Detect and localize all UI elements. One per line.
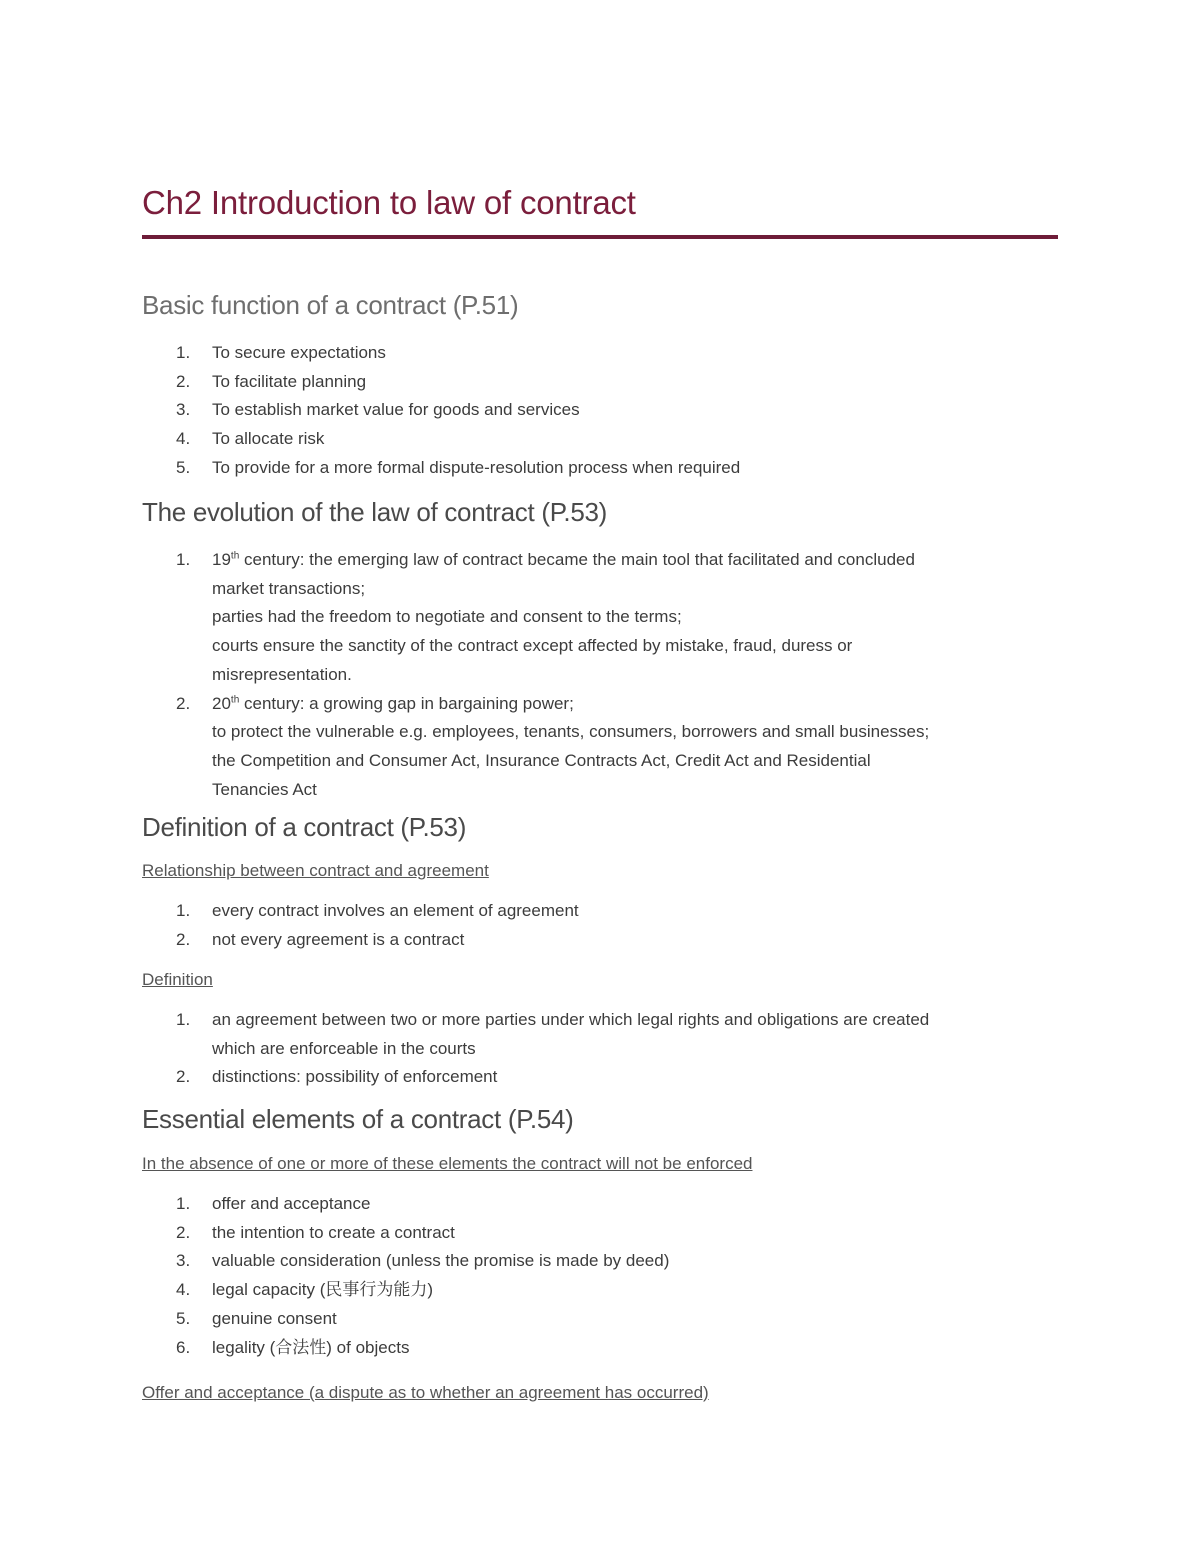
heading-definition: Definition of a contract (P.53) [142, 812, 467, 842]
list-item: 2. 20th century: a growing gap in bargaining power; to protect the vulnerable e.g. employees, tenants, consumers, borrowers and small businesses; the Competition and Consumer Act, Insurance Contracts Act, Credit Act and Residential Tenancies Act [176, 693, 930, 799]
list-item: 1. every contract involves an element of agreement [176, 901, 579, 920]
list-item: 5. genuine consent [176, 1308, 337, 1328]
list-item: 3. To establish market value for goods and services [176, 400, 580, 420]
list-item: 4. legal capacity (民事行为能力) [176, 1280, 434, 1300]
list-definition [142, 1006, 1060, 1092]
subheading-relationship: Relationship between contract and agreement [142, 861, 489, 880]
list-relationship [142, 897, 1060, 954]
subheading-definition: Definition [142, 970, 213, 989]
title-underline-rule [142, 235, 1058, 239]
list-item: 1. To secure expectations [176, 343, 386, 362]
list-item: 5. To provide for a more formal dispute-resolution process when required [176, 457, 741, 477]
list-basic-function [142, 339, 1060, 483]
list-item: 1. 19th century: the emerging law of contract became the main tool that facilitated and concluded market transactions; parties had the freedom to negotiate and consent to the terms; courts ensure the sanctity of the contract except affected by mistake, fraud, duress or misrepresentation. [176, 550, 915, 684]
list-item: 2. not every agreement is a contract [176, 929, 465, 949]
list-item: 3. valuable consideration (unless the promise is made by deed) [176, 1251, 670, 1271]
heading-evolution: The evolution of the law of contract (P.53) [142, 497, 608, 527]
heading-basic-function: Basic function of a contract (P.51) [142, 290, 519, 320]
list-item: 1. offer and acceptance [176, 1194, 371, 1213]
list-item: 6. legality (合法性) of objects [176, 1337, 410, 1357]
list-evolution [142, 546, 1060, 804]
list-essential-elements [142, 1190, 1060, 1362]
list-item: 2. To facilitate planning [176, 371, 367, 391]
list-item: 2. distinctions: possibility of enforcement [176, 1067, 498, 1087]
heading-essential-elements: Essential elements of a contract (P.54) [142, 1104, 574, 1134]
list-item: 1. an agreement between two or more parties under which legal rights and obligations are created which are enforceable in the courts [176, 1010, 930, 1058]
list-item: 2. the intention to create a contract [176, 1222, 455, 1242]
page-title: Ch2 Introduction to law of contract [142, 184, 636, 221]
list-item: 4. To allocate risk [176, 429, 325, 449]
subheading-absence: In the absence of one or more of these elements the contract will not be enforced [142, 1154, 753, 1173]
subheading-offer-acceptance: Offer and acceptance (a dispute as to whether an agreement has occurred) [142, 1383, 709, 1402]
